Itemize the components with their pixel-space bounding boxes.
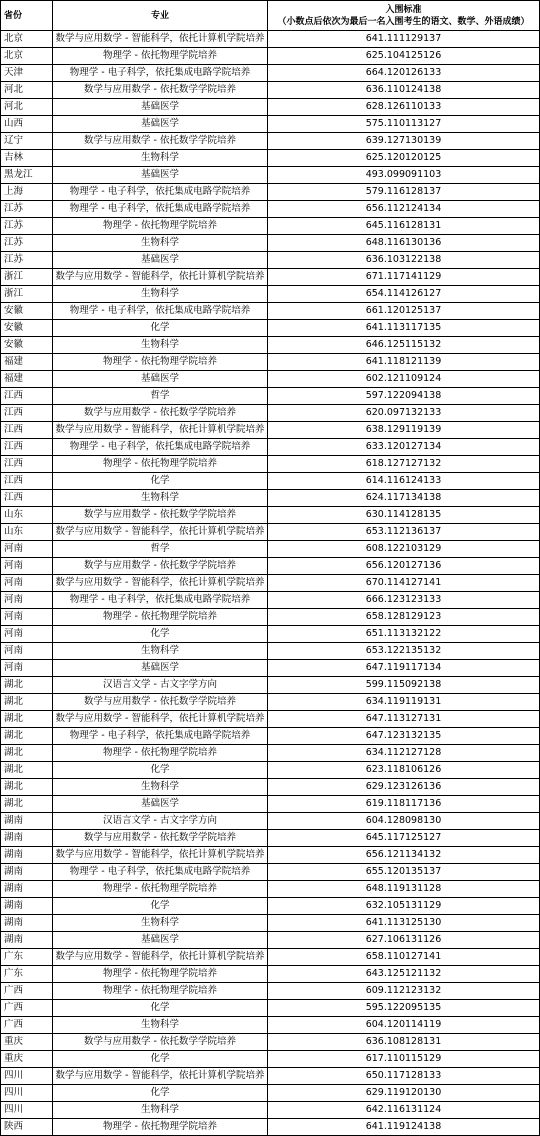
table-row (1, 354, 540, 371)
cell-province: 江苏 (1, 252, 53, 269)
cell-standard: 602.121109124 (268, 371, 540, 388)
cell-major: 物理学 - 电子科学，依托集成电路学院培养 (53, 184, 268, 201)
table-row (1, 65, 540, 82)
cell-province: 湖南 (1, 898, 53, 915)
table-row (1, 864, 540, 881)
cell-standard: 624.117134138 (268, 490, 540, 507)
table-row (1, 949, 540, 966)
cell-major: 物理学 - 电子科学，依托集成电路学院培养 (53, 592, 268, 609)
cell-standard: 599.115092138 (268, 677, 540, 694)
cell-province: 天津 (1, 65, 53, 82)
table-row (1, 813, 540, 830)
cell-province: 广西 (1, 983, 53, 1000)
cell-major: 数学与应用数学 - 依托数学学院培养 (53, 830, 268, 847)
cell-province: 安徽 (1, 320, 53, 337)
cell-standard: 617.110115129 (268, 1051, 540, 1068)
table-row (1, 1000, 540, 1017)
cell-standard: 656.120127136 (268, 558, 540, 575)
column-header-major: 专业 (53, 1, 268, 31)
cell-standard: 641.118121139 (268, 354, 540, 371)
table-row (1, 575, 540, 592)
cell-province: 江西 (1, 473, 53, 490)
cell-major: 物理学 - 依托物理学院培养 (53, 48, 268, 65)
cell-province: 四川 (1, 1085, 53, 1102)
cell-province: 江西 (1, 388, 53, 405)
cell-major: 基础医学 (53, 116, 268, 133)
cell-standard: 633.120127134 (268, 439, 540, 456)
cell-standard: 638.129119139 (268, 422, 540, 439)
table-row (1, 184, 540, 201)
table-row (1, 932, 540, 949)
cell-major: 数学与应用数学 - 智能科学，依托计算机学院培养 (53, 711, 268, 728)
table-row (1, 405, 540, 422)
cell-standard: 647.113127131 (268, 711, 540, 728)
cell-province: 河南 (1, 558, 53, 575)
table-row (1, 82, 540, 99)
cell-standard: 629.119120130 (268, 1085, 540, 1102)
table-row (1, 167, 540, 184)
table-row (1, 201, 540, 218)
table-row (1, 31, 540, 48)
cell-province: 广东 (1, 949, 53, 966)
table-row (1, 660, 540, 677)
cell-standard: 671.117141129 (268, 269, 540, 286)
cell-major: 生物科学 (53, 1017, 268, 1034)
cell-standard: 654.114126127 (268, 286, 540, 303)
cell-major: 基础医学 (53, 167, 268, 184)
cell-major: 基础医学 (53, 99, 268, 116)
cell-major: 生物科学 (53, 915, 268, 932)
cell-standard: 597.122094138 (268, 388, 540, 405)
table-row (1, 269, 540, 286)
table-row (1, 371, 540, 388)
cell-major: 数学与应用数学 - 智能科学，依托计算机学院培养 (53, 31, 268, 48)
cell-standard: 661.120125137 (268, 303, 540, 320)
cell-standard: 650.117128133 (268, 1068, 540, 1085)
table-row (1, 235, 540, 252)
cell-major: 数学与应用数学 - 依托数学学院培养 (53, 405, 268, 422)
table-row (1, 983, 540, 1000)
cell-major: 物理学 - 电子科学，依托集成电路学院培养 (53, 864, 268, 881)
cell-major: 基础医学 (53, 932, 268, 949)
cell-standard: 666.123123133 (268, 592, 540, 609)
cell-standard: 642.116131124 (268, 1102, 540, 1119)
cell-major: 生物科学 (53, 643, 268, 660)
cell-standard: 579.116128137 (268, 184, 540, 201)
cell-standard: 636.103122138 (268, 252, 540, 269)
table-body (1, 31, 540, 1136)
cell-province: 湖南 (1, 830, 53, 847)
cell-province: 山东 (1, 524, 53, 541)
cell-standard: 648.116130136 (268, 235, 540, 252)
cell-province: 重庆 (1, 1034, 53, 1051)
cell-province: 湖北 (1, 762, 53, 779)
table-row (1, 507, 540, 524)
cell-standard: 608.122103129 (268, 541, 540, 558)
cell-province: 湖北 (1, 694, 53, 711)
table-row (1, 592, 540, 609)
cell-province: 北京 (1, 31, 53, 48)
table-row (1, 99, 540, 116)
cell-standard: 629.123126136 (268, 779, 540, 796)
cell-major: 物理学 - 电子科学，依托集成电路学院培养 (53, 65, 268, 82)
cell-major: 物理学 - 依托物理学院培养 (53, 1119, 268, 1136)
cell-province: 河北 (1, 99, 53, 116)
cell-standard: 625.120120125 (268, 150, 540, 167)
cell-standard: 646.125115132 (268, 337, 540, 354)
cell-major: 数学与应用数学 - 依托数学学院培养 (53, 507, 268, 524)
table-row (1, 133, 540, 150)
table-row (1, 116, 540, 133)
cell-standard: 632.105131129 (268, 898, 540, 915)
table-row (1, 1085, 540, 1102)
cell-standard: 618.127127132 (268, 456, 540, 473)
cell-standard: 595.122095135 (268, 1000, 540, 1017)
table-row (1, 439, 540, 456)
cell-major: 基础医学 (53, 252, 268, 269)
cell-major: 生物科学 (53, 235, 268, 252)
cell-province: 江苏 (1, 235, 53, 252)
cell-standard: 620.097132133 (268, 405, 540, 422)
cell-standard: 493.099091103 (268, 167, 540, 184)
cell-major: 生物科学 (53, 1102, 268, 1119)
cell-standard: 648.119131128 (268, 881, 540, 898)
cell-major: 物理学 - 电子科学，依托集成电路学院培养 (53, 303, 268, 320)
cell-major: 哲学 (53, 388, 268, 405)
cell-standard: 641.119124138 (268, 1119, 540, 1136)
column-header-standard (268, 1, 540, 31)
table-row (1, 796, 540, 813)
cell-standard: 627.106131126 (268, 932, 540, 949)
table-row (1, 1068, 540, 1085)
cell-major: 化学 (53, 626, 268, 643)
cell-major: 数学与应用数学 - 依托数学学院培养 (53, 133, 268, 150)
cell-province: 湖南 (1, 847, 53, 864)
cell-province: 四川 (1, 1102, 53, 1119)
cell-standard: 641.111129137 (268, 31, 540, 48)
cell-major: 化学 (53, 1051, 268, 1068)
cell-province: 黑龙江 (1, 167, 53, 184)
table-row (1, 745, 540, 762)
cell-major: 数学与应用数学 - 智能科学，依托计算机学院培养 (53, 847, 268, 864)
cell-standard: 619.118117136 (268, 796, 540, 813)
cell-province: 辽宁 (1, 133, 53, 150)
cell-major: 数学与应用数学 - 智能科学，依托计算机学院培养 (53, 949, 268, 966)
cell-province: 湖北 (1, 745, 53, 762)
cell-major: 哲学 (53, 541, 268, 558)
cell-province: 江西 (1, 490, 53, 507)
cell-province: 福建 (1, 371, 53, 388)
column-header-standard-title: 入围标准 (385, 4, 422, 15)
table-row (1, 388, 540, 405)
cell-major: 物理学 - 依托物理学院培养 (53, 983, 268, 1000)
cell-province: 上海 (1, 184, 53, 201)
table-row (1, 915, 540, 932)
cell-standard: 656.112124134 (268, 201, 540, 218)
cell-province: 广西 (1, 1017, 53, 1034)
cell-province: 江西 (1, 422, 53, 439)
cell-major: 物理学 - 依托物理学院培养 (53, 456, 268, 473)
cell-major: 生物科学 (53, 286, 268, 303)
cell-province: 湖北 (1, 796, 53, 813)
cell-province: 江苏 (1, 218, 53, 235)
cell-standard: 641.113125130 (268, 915, 540, 932)
cell-standard: 647.119117134 (268, 660, 540, 677)
cell-major: 物理学 - 电子科学，依托集成电路学院培养 (53, 439, 268, 456)
cell-standard: 628.126110133 (268, 99, 540, 116)
cell-province: 山东 (1, 507, 53, 524)
cell-province: 广西 (1, 1000, 53, 1017)
cell-province: 山西 (1, 116, 53, 133)
table-row (1, 762, 540, 779)
cell-province: 江西 (1, 439, 53, 456)
table-row (1, 524, 540, 541)
cell-major: 汉语言文学 - 古文字学方向 (53, 813, 268, 830)
cell-province: 河南 (1, 609, 53, 626)
cell-province: 安徽 (1, 337, 53, 354)
table-row (1, 1051, 540, 1068)
table-row (1, 728, 540, 745)
table-row (1, 1119, 540, 1136)
cell-standard: 658.128129123 (268, 609, 540, 626)
table-row (1, 286, 540, 303)
cell-standard: 575.110113127 (268, 116, 540, 133)
table-row (1, 898, 540, 915)
cell-major: 化学 (53, 1000, 268, 1017)
table-row (1, 218, 540, 235)
cell-standard: 643.125121132 (268, 966, 540, 983)
cell-province: 河南 (1, 541, 53, 558)
cell-major: 物理学 - 电子科学，依托集成电路学院培养 (53, 728, 268, 745)
cell-standard: 645.116128131 (268, 218, 540, 235)
table-row (1, 320, 540, 337)
cell-standard: 658.110127141 (268, 949, 540, 966)
table-row (1, 456, 540, 473)
table-row (1, 1034, 540, 1051)
cell-standard: 670.114127141 (268, 575, 540, 592)
column-header-standard-note: （小数点后依次为最后一名入围考生的语文、数学、外语成绩） (277, 16, 530, 27)
cell-standard: 639.127130139 (268, 133, 540, 150)
cell-major: 数学与应用数学 - 智能科学，依托计算机学院培养 (53, 524, 268, 541)
cell-standard: 636.108128131 (268, 1034, 540, 1051)
cell-standard: 634.112127128 (268, 745, 540, 762)
cell-province: 湖北 (1, 728, 53, 745)
cell-standard: 647.123132135 (268, 728, 540, 745)
cell-standard: 653.112136137 (268, 524, 540, 541)
cell-province: 安徽 (1, 303, 53, 320)
cell-major: 物理学 - 依托物理学院培养 (53, 745, 268, 762)
cell-standard: 664.120126133 (268, 65, 540, 82)
cell-province: 河南 (1, 592, 53, 609)
cell-major: 物理学 - 依托物理学院培养 (53, 966, 268, 983)
table-row (1, 966, 540, 983)
cell-province: 湖北 (1, 677, 53, 694)
cell-standard: 625.104125126 (268, 48, 540, 65)
cell-province: 浙江 (1, 286, 53, 303)
table-row (1, 558, 540, 575)
column-header-province: 省份 (1, 1, 53, 31)
table-row (1, 337, 540, 354)
table-row (1, 490, 540, 507)
cell-province: 湖北 (1, 779, 53, 796)
table-row (1, 303, 540, 320)
cell-major: 化学 (53, 898, 268, 915)
cell-major: 基础医学 (53, 660, 268, 677)
table-row (1, 830, 540, 847)
cell-major: 数学与应用数学 - 依托数学学院培养 (53, 82, 268, 99)
cell-major: 物理学 - 依托物理学院培养 (53, 354, 268, 371)
cell-province: 陕西 (1, 1119, 53, 1136)
table-row (1, 711, 540, 728)
cell-standard: 623.118106126 (268, 762, 540, 779)
cell-province: 湖南 (1, 932, 53, 949)
cell-province: 江西 (1, 456, 53, 473)
cell-province: 湖南 (1, 813, 53, 830)
cell-province: 重庆 (1, 1051, 53, 1068)
table-row (1, 1102, 540, 1119)
table-row (1, 150, 540, 167)
cell-standard: 636.110124138 (268, 82, 540, 99)
cell-province: 河南 (1, 660, 53, 677)
cell-province: 河南 (1, 626, 53, 643)
cell-standard: 641.113117135 (268, 320, 540, 337)
cell-major: 化学 (53, 762, 268, 779)
cell-major: 生物科学 (53, 779, 268, 796)
cell-major: 数学与应用数学 - 智能科学，依托计算机学院培养 (53, 575, 268, 592)
table-row (1, 609, 540, 626)
table-row (1, 643, 540, 660)
cell-standard: 656.121134132 (268, 847, 540, 864)
cell-major: 基础医学 (53, 796, 268, 813)
cell-province: 吉林 (1, 150, 53, 167)
table-row (1, 422, 540, 439)
cell-province: 江西 (1, 405, 53, 422)
cell-major: 物理学 - 电子科学，依托集成电路学院培养 (53, 201, 268, 218)
table-row (1, 252, 540, 269)
table-row (1, 1017, 540, 1034)
cell-standard: 630.114128135 (268, 507, 540, 524)
cell-major: 汉语言文学 - 古文字学方向 (53, 677, 268, 694)
cell-major: 生物科学 (53, 150, 268, 167)
table-row (1, 626, 540, 643)
cell-province: 河南 (1, 575, 53, 592)
table-row (1, 694, 540, 711)
cell-province: 湖南 (1, 864, 53, 881)
cell-major: 生物科学 (53, 490, 268, 507)
cell-province: 河南 (1, 643, 53, 660)
header-row (1, 1, 540, 31)
cell-major: 数学与应用数学 - 智能科学，依托计算机学院培养 (53, 269, 268, 286)
cell-standard: 653.122135132 (268, 643, 540, 660)
cell-province: 福建 (1, 354, 53, 371)
table-row (1, 847, 540, 864)
table-row (1, 677, 540, 694)
cell-standard: 604.120114119 (268, 1017, 540, 1034)
cell-major: 化学 (53, 320, 268, 337)
table-row (1, 881, 540, 898)
cell-major: 物理学 - 依托物理学院培养 (53, 609, 268, 626)
table-row (1, 48, 540, 65)
table-header (1, 1, 540, 31)
cell-major: 化学 (53, 473, 268, 490)
cell-province: 四川 (1, 1068, 53, 1085)
cell-major: 数学与应用数学 - 智能科学，依托计算机学院培养 (53, 422, 268, 439)
cell-major: 数学与应用数学 - 智能科学，依托计算机学院培养 (53, 1068, 268, 1085)
cell-province: 北京 (1, 48, 53, 65)
cell-standard: 609.112123132 (268, 983, 540, 1000)
cell-province: 浙江 (1, 269, 53, 286)
cell-province: 湖北 (1, 711, 53, 728)
cell-major: 数学与应用数学 - 依托数学学院培养 (53, 558, 268, 575)
cell-major: 生物科学 (53, 337, 268, 354)
cell-major: 数学与应用数学 - 依托数学学院培养 (53, 1034, 268, 1051)
table-row (1, 541, 540, 558)
cell-province: 江苏 (1, 201, 53, 218)
cell-province: 湖南 (1, 915, 53, 932)
table-row (1, 473, 540, 490)
cell-standard: 651.113132122 (268, 626, 540, 643)
cell-major: 物理学 - 依托物理学院培养 (53, 881, 268, 898)
table-row (1, 779, 540, 796)
cell-province: 湖南 (1, 881, 53, 898)
cell-province: 广东 (1, 966, 53, 983)
cell-province: 河北 (1, 82, 53, 99)
cell-major: 数学与应用数学 - 依托数学学院培养 (53, 694, 268, 711)
cell-standard: 655.120135137 (268, 864, 540, 881)
cell-major: 物理学 - 依托物理学院培养 (53, 218, 268, 235)
cell-major: 基础医学 (53, 371, 268, 388)
cell-major: 化学 (53, 1085, 268, 1102)
cell-standard: 604.128098130 (268, 813, 540, 830)
cell-standard: 645.117125127 (268, 830, 540, 847)
cell-standard: 634.119119131 (268, 694, 540, 711)
cell-standard: 614.116124133 (268, 473, 540, 490)
